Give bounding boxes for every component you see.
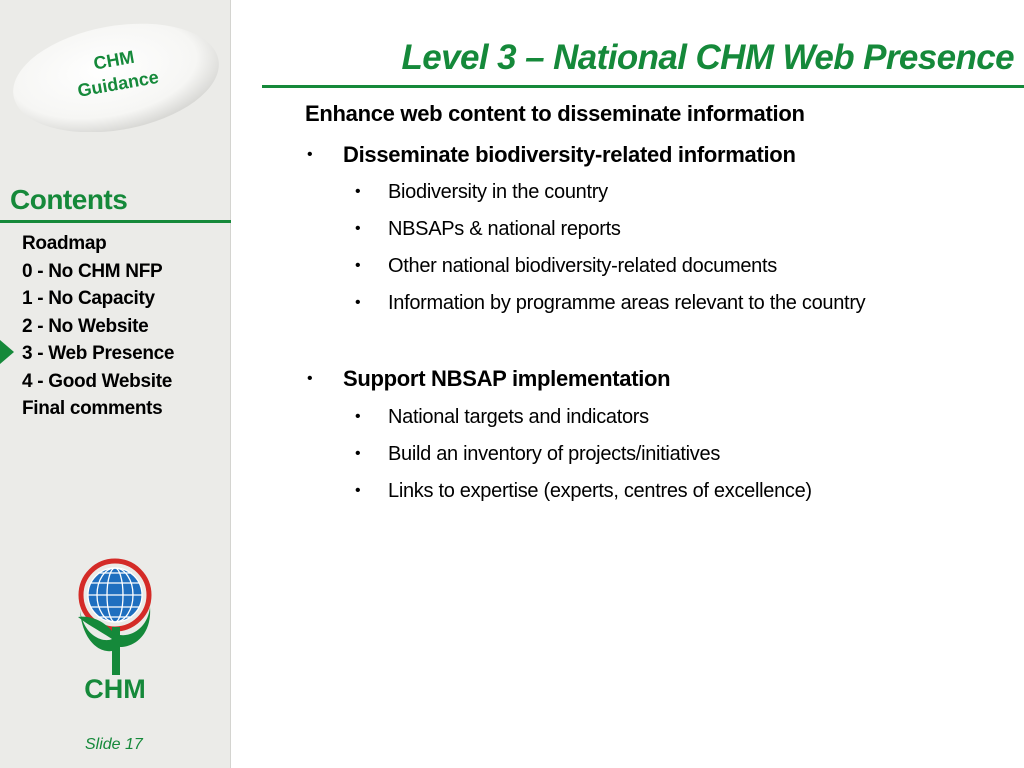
bullet-icon: • [355,257,361,274]
list-item: Information by programme areas relevant to the country [388,292,866,314]
section-title-1: Disseminate biodiversity-related information [343,142,796,167]
list-item: National targets and indicators [388,406,649,428]
current-item-arrow-icon [0,340,14,364]
nav-item-roadmap[interactable]: Roadmap [22,233,107,254]
nav-item-no-capacity[interactable]: 1 - No Capacity [22,288,155,309]
bullet-icon: • [355,294,361,311]
list-item: Other national biodiversity-related documents [388,255,777,277]
nav-item-final-comments[interactable]: Final comments [22,398,163,419]
content-heading: Enhance web content to disseminate information [305,101,805,126]
badge-line-2: Guidance [75,66,161,101]
contents-nav [22,230,174,423]
title-divider [262,85,1024,88]
badge-line-1: CHM [91,46,136,74]
section-title-2: Support NBSAP implementation [343,366,671,391]
bullet-icon: • [355,220,361,237]
contents-title: Contents [10,184,128,215]
nav-item-web-presence[interactable]: 3 - Web Presence [22,343,175,364]
bullet-icon: • [355,408,361,425]
contents-divider [0,220,231,223]
bullet-icon: • [355,445,361,462]
bullet-icon: • [355,482,361,499]
list-item: Links to expertise (experts, centres of excellence) [388,480,812,502]
nav-item-no-chm-nfp[interactable]: 0 - No CHM NFP [22,260,163,282]
bullet-icon: • [307,146,313,163]
bullet-icon: • [307,370,313,387]
nav-item-good-website[interactable]: 4 - Good Website [22,370,173,392]
list-item: NBSAPs & national reports [388,218,621,240]
list-item: Biodiversity in the country [388,181,608,203]
slide-title: Level 3 – National CHM Web Presence [401,38,1014,77]
list-item: Build an inventory of projects/initiatives [388,443,721,465]
nav-item-no-website[interactable]: 2 - No Website [22,315,149,337]
logo-caption: CHM [84,674,146,704]
sidebar [0,0,231,768]
chm-guidance-badge [10,20,222,132]
slide-number: Slide 17 [85,736,143,753]
bullet-icon: • [355,183,361,200]
